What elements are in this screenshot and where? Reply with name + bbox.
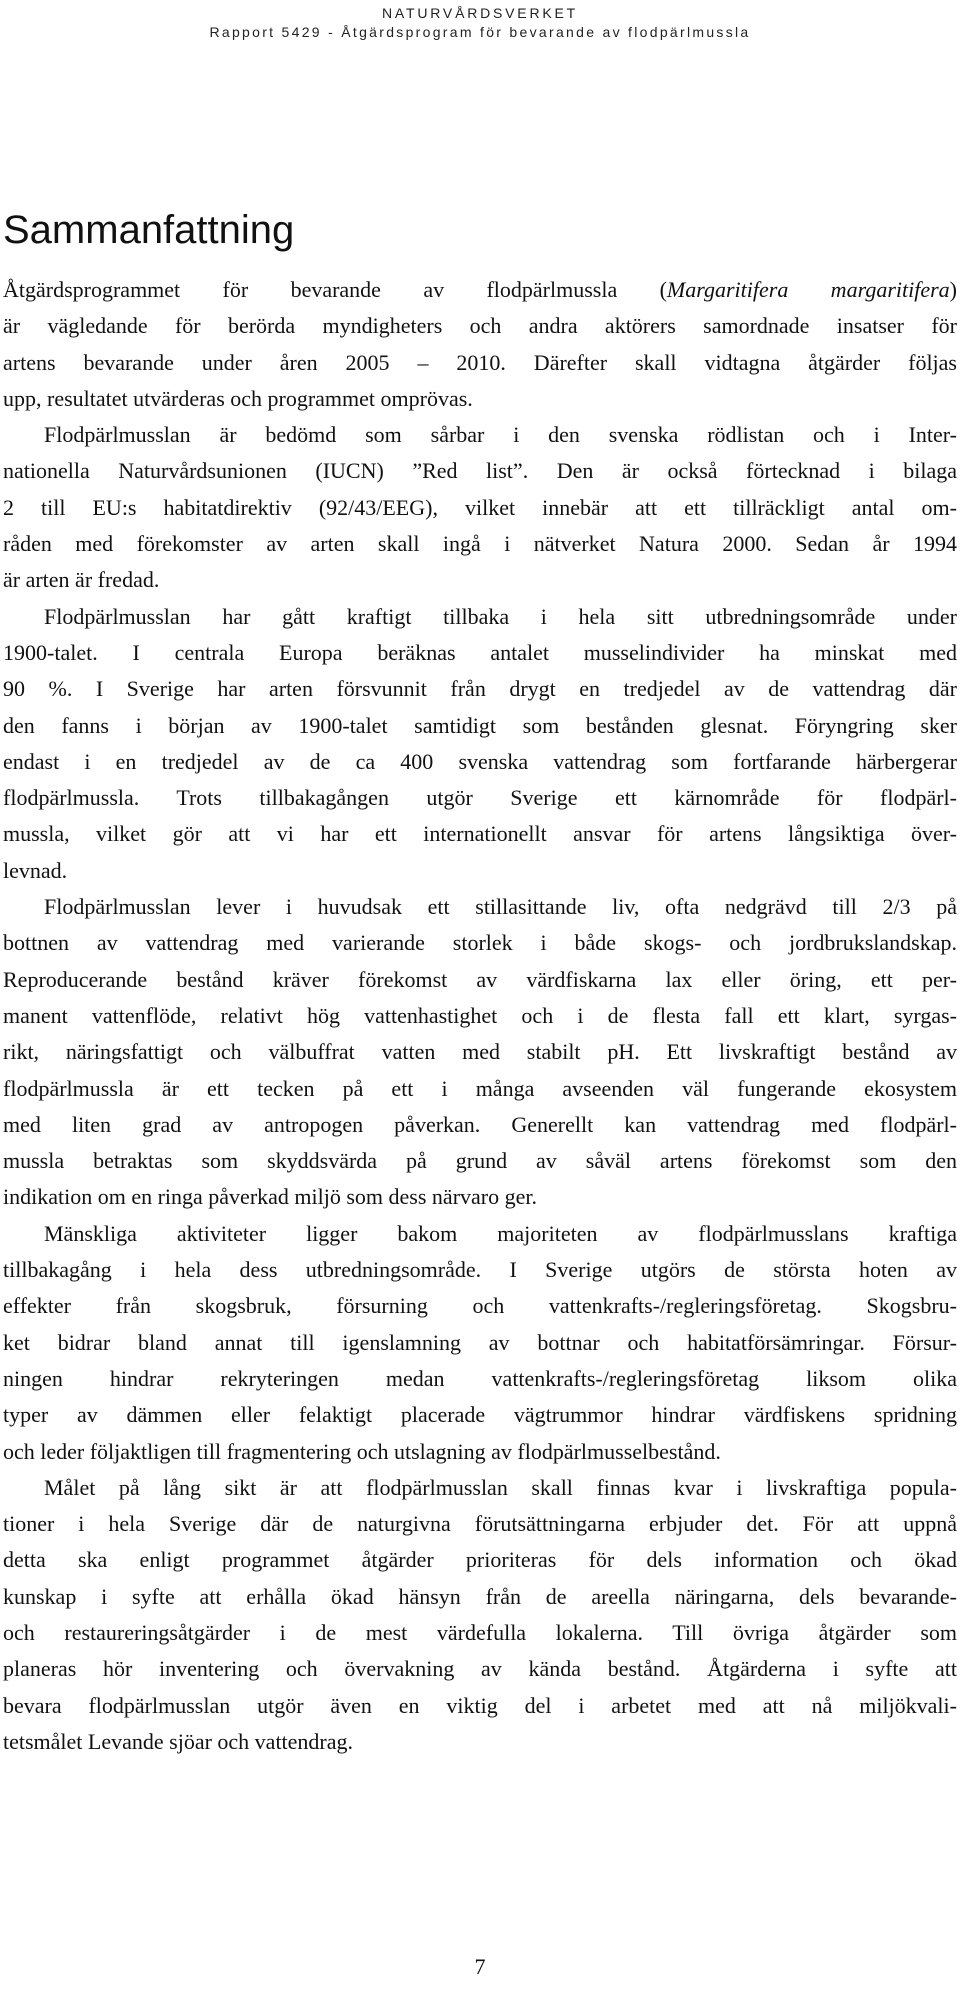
text-fragment: Åtgärdsprogrammet för bevarande av flodpärlmussla ( [3,277,667,302]
text-line [3,272,957,308]
text-line: planeras hör inventering och övervakning av kända bestånd. Åtgärderna i syfte att [3,1656,957,1682]
paragraph [3,1470,957,1760]
text-line: tetsmålet Levande sjöar och vattendrag. [3,1728,354,1754]
text-line: Reproducerande bestånd kräver förekomst av värdfiskarna lax eller öring, ett per- [3,966,957,992]
page-number: 7 [474,1954,486,1979]
text-line: effekter från skogsbruk, försurning och vattenkrafts-/regleringsföretag. Skogsbru- [3,1293,957,1319]
text-line: den fanns i början av 1900-talet samtidigt som bestånden glesnat. Föryngring sker [3,712,957,738]
text-line: ningen hindrar rekryteringen medan vattenkrafts-/regleringsföretag liksom olika [3,1365,957,1391]
text-line: bevara flodpärlmusslan utgör även en viktig del i arbetet med att nå miljökvali- [3,1692,957,1718]
summary-body [3,272,957,1760]
publisher-name: NATURVÅRDSVERKET [382,5,578,21]
text-line: Mänskliga aktiviteter ligger bakom majoriteten av flodpärlmusslans kraftiga [44,1220,957,1246]
paragraph [3,417,957,598]
text-line: endast i en tredjedel av de ca 400 svenska vattendrag som fortfarande härbergerar [3,748,957,774]
text-line: flodpärlmussla är ett tecken på ett i många avseenden väl fungerande ekosystem [3,1075,957,1101]
text-line: Flodpärlmusslan är bedömd som sårbar i den svenska rödlistan och i Inter- [44,422,957,448]
text-line: mussla betraktas som skyddsvärda på grund av såväl artens förekomst som den [3,1148,957,1174]
text-line: tioner i hela Sverige där de naturgivna förutsättningarna erbjuder det. För att uppnå [3,1511,957,1537]
text-line: typer av dämmen eller felaktigt placerade vägtrummor hindrar värdfiskens spridning [3,1402,957,1428]
text-line: råden med förekomster av arten skall ingå i nätverket Natura 2000. Sedan år 1994 [3,531,957,557]
text-line: ket bidrar bland annat till igenslamning av bottnar och habitatförsämringar. Försur- [3,1329,957,1355]
report-title: Rapport 5429 - Åtgärdsprogram för bevarande av flodpärlmussla [209,24,751,40]
species-name: Margaritifera margaritifera [666,277,950,302]
text-line: är arten är fredad. [3,567,160,593]
text-line: indikation om en ringa påverkad miljö som dess närvaro ger. [3,1184,537,1210]
paragraph [3,889,957,1216]
text-line: nationella Naturvårdsunionen (IUCN) ”Red list”. Den är också förtecknad i bilaga [3,458,957,484]
text-line: bottnen av vattendrag med varierande storlek i både skogs- och jordbrukslandskap. [3,930,957,956]
text-line: detta ska enligt programmet åtgärder prioriteras för dels information och ökad [3,1547,957,1573]
text-line: 90 %. I Sverige har arten försvunnit från drygt en tredjedel av de vattendrag där [3,676,957,702]
text-line: och restaureringsåtgärder i de mest värdefulla lokalerna. Till övriga åtgärder som [3,1619,957,1645]
text-line: upp, resultatet utvärderas och programmet omprövas. [3,385,473,411]
text-line: kunskap i syfte att erhålla ökad hänsyn från de areella näringarna, dels bevarande- [3,1583,957,1609]
text-line: Målet på lång sikt är att flodpärlmusslan skall finnas kvar i livskraftiga popula- [44,1474,957,1500]
text-line: tillbakagång i hela dess utbredningsområde. I Sverige utgörs de största hoten av [3,1257,957,1283]
text-line: med liten grad av antropogen påverkan. Generellt kan vattendrag med flodpärl- [3,1111,957,1137]
page-title: Sammanfattning [3,208,295,252]
text-line: mussla, vilket gör att vi har ett internationellt ansvar för artens långsiktiga över- [3,821,957,847]
running-header [0,4,960,42]
text-line: artens bevarande under åren 2005 – 2010. Därefter skall vidtagna åtgärder följas [3,349,957,375]
text-line: flodpärlmussla. Trots tillbakagången utgör Sverige ett kärnområde för flodpärl- [3,785,957,811]
text-line: är vägledande för berörda myndigheters och andra aktörers samordnade insatser för [3,313,957,339]
text-line: 1900-talet. I centrala Europa beräknas antalet musselindivider ha minskat med [3,639,957,665]
paragraph [3,272,957,417]
text-line: manent vattenflöde, relativt hög vattenhastighet och i de flesta fall ett klart, syrgas- [3,1002,957,1028]
paragraph [3,1216,957,1470]
text-line: 2 till EU:s habitatdirektiv (92/43/EEG), vilket innebär att ett tillräckligt antal om- [3,494,957,520]
text-line: Flodpärlmusslan lever i huvudsak ett stillasittande liv, ofta nedgrävd till 2/3 på [44,894,957,920]
text-line: levnad. [3,857,68,883]
text-line: och leder följaktligen till fragmentering och utslagning av flodpärlmusselbestånd. [3,1438,721,1464]
text-line: rikt, näringsfattigt och välbuffrat vatten med stabilt pH. Ett livskraftigt bestånd av [3,1039,957,1065]
text-line: Flodpärlmusslan har gått kraftigt tillbaka i hela sitt utbredningsområde under [44,603,957,629]
text-fragment: ) [949,277,957,302]
paragraph [3,599,957,889]
